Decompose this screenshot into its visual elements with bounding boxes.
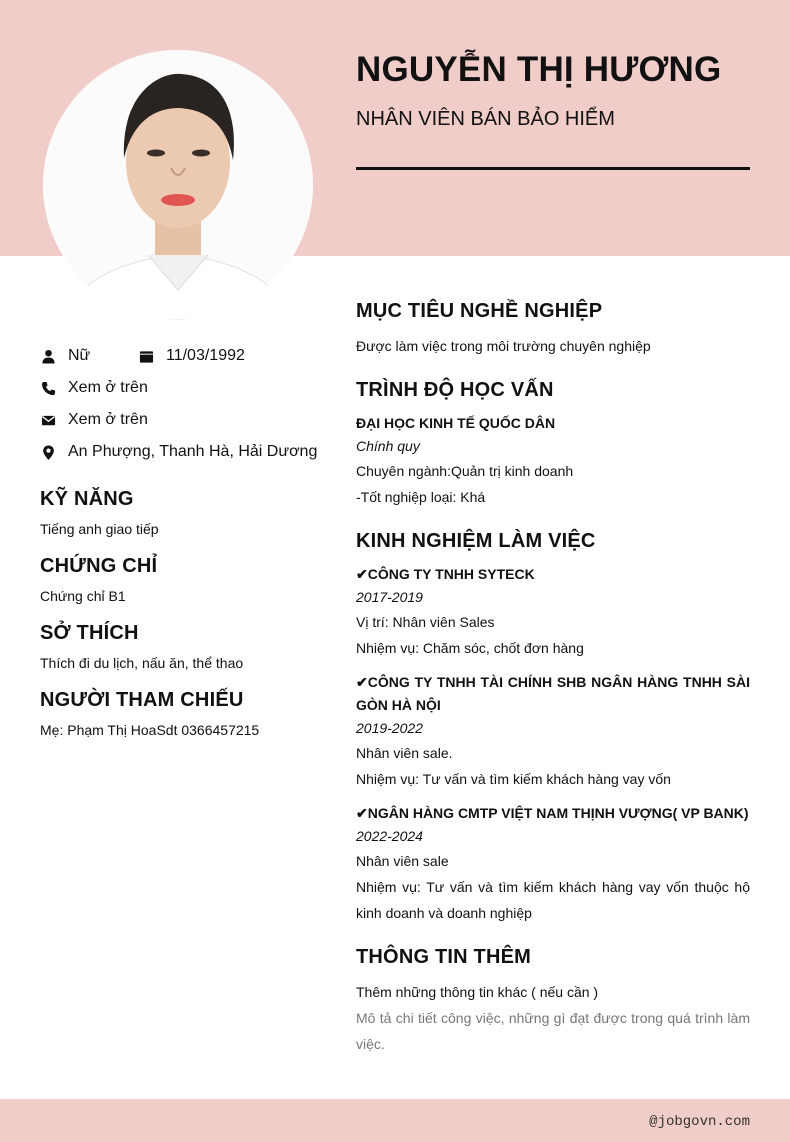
title-divider <box>356 167 750 170</box>
dob-value: 11/03/1992 <box>166 347 245 364</box>
job-duties: Nhiệm vụ: Tư vấn và tìm kiếm khách hàng vay vốn thuộc hộ kinh doanh và doanh nghiệp <box>356 879 750 921</box>
additional-info-heading: THÔNG TIN THÊM <box>356 946 532 968</box>
certificates-heading: CHỨNG CHỈ <box>40 555 158 577</box>
job-title: NHÂN VIÊN BÁN BẢO HIỂM <box>356 108 615 130</box>
job-duties: Nhiệm vụ: Tư vấn và tìm kiếm khách hàng vay vốn <box>356 771 671 787</box>
avatar-photo <box>43 50 313 320</box>
study-type: Chính quy <box>356 438 420 454</box>
school-name: ĐẠI HỌC KINH TẾ QUỐC DÂN <box>356 415 556 431</box>
gender-dob-row <box>40 340 320 372</box>
objective-text: Được làm việc trong môi trường chuyên nghiệp <box>356 338 651 354</box>
job-period: 2019-2022 <box>356 720 423 736</box>
phone-icon <box>40 380 56 396</box>
email-value: Xem ở trên <box>68 411 148 428</box>
address-row <box>40 436 320 468</box>
skills-heading: KỸ NĂNG <box>40 488 134 510</box>
education-heading: TRÌNH ĐỘ HỌC VẤN <box>356 379 554 401</box>
references-heading: NGƯỜI THAM CHIẾU <box>40 689 244 711</box>
main-column <box>356 300 750 1057</box>
candidate-name: NGUYỄN THỊ HƯƠNG <box>356 50 722 89</box>
company-name: ✔CÔNG TY TNHH TÀI CHÍNH SHB NGÂN HÀNG TNHH SÀI GÒN HÀ NỘI <box>356 674 750 713</box>
address-value: An Phượng, Thanh Hà, Hải Dương <box>68 443 318 460</box>
avatar <box>43 50 313 320</box>
email-icon <box>40 412 56 428</box>
location-pin-icon <box>40 444 56 460</box>
graduation-grade: -Tốt nghiệp loại: Khá <box>356 489 486 505</box>
footer-brand: @jobgovn.com <box>649 1114 750 1130</box>
skills-text: Tiếng anh giao tiếp <box>40 521 159 537</box>
hobbies-text: Thích đi du lịch, nấu ăn, thể thao <box>40 655 244 671</box>
phone-row <box>40 372 320 404</box>
email-row <box>40 404 320 436</box>
job-entry <box>356 802 750 926</box>
job-entry <box>356 671 750 792</box>
major: Chuyên ngành:Quản trị kinh doanh <box>356 463 574 479</box>
company-name: ✔NGÂN HÀNG CMTP VIỆT NAM THỊNH VƯỢNG( VP BANK) <box>356 805 749 821</box>
phone-value: Xem ở trên <box>68 379 148 396</box>
job-period: 2017-2019 <box>356 589 423 605</box>
references-text: Mẹ: Phạm Thị HoaSdt 0366457215 <box>40 722 260 738</box>
additional-info-description: Mô tả chi tiết công việc, những gì đạt được trong quá trình làm việc. <box>356 1010 750 1052</box>
job-duties: Nhiệm vụ: Chăm sóc, chốt đơn hàng <box>356 640 584 656</box>
job-position: Vị trí: Nhân viên Sales <box>356 614 495 630</box>
additional-info-text: Thêm những thông tin khác ( nếu cần ) <box>356 984 599 1000</box>
person-icon <box>40 348 56 364</box>
objective-heading: MỤC TIÊU NGHỀ NGHIỆP <box>356 300 603 322</box>
company-name: ✔CÔNG TY TNHH SYTECK <box>356 566 535 582</box>
job-position: Nhân viên sale. <box>356 745 453 761</box>
job-position: Nhân viên sale <box>356 853 449 869</box>
experience-heading: KINH NGHIỆM LÀM VIỆC <box>356 530 596 552</box>
hobbies-heading: SỞ THÍCH <box>40 622 139 644</box>
job-period: 2022-2024 <box>356 828 423 844</box>
contact-column <box>40 340 320 738</box>
certificates-text: Chứng chỉ B1 <box>40 588 126 604</box>
job-entry <box>356 563 750 661</box>
calendar-icon <box>138 348 154 364</box>
gender-value: Nữ <box>68 347 91 364</box>
